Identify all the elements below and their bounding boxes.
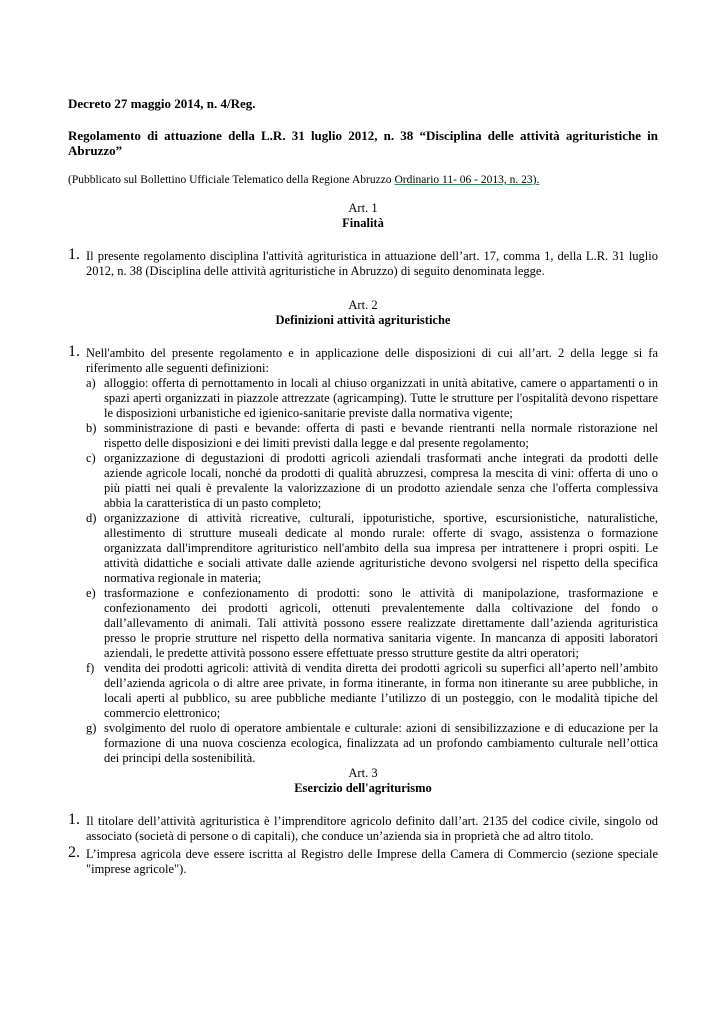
paragraph-text: L’impresa agricola deve essere iscritta al Registro delle Imprese della Camera di Commercio (sezione speciale "imprese agricole"). [86, 847, 658, 876]
item-text: vendita dei prodotti agricoli: attività di vendita diretta dei prodotti agricoli su superfici all’aperto nell’ambito dell’azienda agricola o di altre aree private, in forma itinerante, in forma non itinerante su aree pubbliche, in locali aperti al pubblico, su aree pubbliche mediante l’utilizzo di un posteggio, con le modalità tipiche del commercio elettronico; [104, 661, 658, 720]
article-number: Art. 2 [348, 298, 378, 312]
paragraph-number: 1. [68, 343, 80, 360]
item-letter: g) [86, 721, 97, 735]
article-3-heading [68, 766, 658, 796]
item-letter: e) [86, 586, 96, 600]
item-text: trasformazione e confezionamento di prodotti: sono le attività di manipolazione, trasformazione e confezionamento dei prodotti agricoli, ottenuti prevalentemente dalla coltivazione del fondo o dall’allevamento di animali. Tali attività possono essere realizzate direttamente dall’azienda agrituristica presso le proprie strutture nel rispetto della normativa sanitaria vigente. In mancanza di appositi laboratori aziendali, le predette attività possono essere effettuate presso strutture gestite da altri operatori; [104, 586, 658, 660]
decree-heading: Decreto 27 maggio 2014, n. 4/Reg. [68, 96, 256, 111]
paragraph-number: 2. [68, 844, 80, 861]
item-letter: c) [86, 451, 96, 465]
publication-note [68, 173, 658, 187]
item-text: somministrazione di pasti e bevande: offerta di pasti e bevande rientranti nella normale ristorazione nel rispetto delle disposizioni e dei limiti previsti dalla legge e dal presente regolamento; [104, 421, 658, 450]
list-item [68, 511, 658, 586]
article-1-paragraph-1 [68, 246, 658, 279]
definitions-list [68, 376, 658, 766]
document-page [68, 96, 658, 877]
item-letter: d) [86, 511, 97, 525]
list-item [68, 661, 658, 721]
article-title: Definizioni attività agrituristiche [275, 313, 451, 327]
item-text: organizzazione di degustazioni di prodotti agricoli aziendali trasformati anche integrati da prodotti delle aziende agricole locali, nonché da prodotti di qualità abruzzesi, compresa la mescita di vini: offerta di uno o più piatti nei quali è prevalente la valorizzazione di un prodotto aziendale senza che l'offerta complessiva abbia la caratteristica di un pasto completo; [104, 451, 658, 510]
publication-note-text: (Pubblicato sul Bollettino Ufficiale Telematico della Regione Abruzzo [68, 174, 395, 186]
article-2-heading [68, 298, 658, 328]
paragraph-text: Nell'ambito del presente regolamento e in applicazione delle disposizioni di cui all’art. 2 della legge si fa riferimento alle seguenti definizioni: [86, 346, 658, 375]
item-text: alloggio: offerta di pernottamento in locali al chiuso organizzati in unità abitative, camere o appartamenti o in spazi aperti organizzati in piazzole attrezzate (agricamping). Tutte le strutture per l'ospitalità devono rispettare le disposizioni urbanistiche ed igienico-sanitarie previste dalla normativa vigente; [104, 376, 658, 420]
paragraph-number: 1. [68, 811, 80, 828]
list-item [68, 421, 658, 451]
article-title: Esercizio dell'agriturismo [294, 781, 432, 795]
item-text: organizzazione di attività ricreative, culturali, ippoturistiche, sportive, escursionistiche, naturalistiche, allestimento di strutture museali dedicate al mondo rurale: offerte di svago, assistenza o formazione organizzata dall'imprenditore agrituristico nell'ambito della sua impresa per intrattenere i propri ospiti. Le attività didattiche e sociali attivate dalle aziende agrituristiche devono svolgersi nel rispetto della specifica normativa regionale in materia; [104, 511, 658, 585]
paragraph-text: Il presente regolamento disciplina l'attività agrituristica in attuazione dell’art. 17, comma 1, della L.R. 31 luglio 2012, n. 38 (Disciplina delle attività agrituristiche in Abruzzo) di seguito denominata legge. [86, 249, 658, 278]
regulation-title: Regolamento di attuazione della L.R. 31 luglio 2012, n. 38 “Disciplina delle attività agrituristiche in Abruzzo” [68, 128, 658, 158]
article-number: Art. 3 [348, 766, 378, 780]
item-letter: a) [86, 376, 96, 390]
publication-reference-link[interactable]: Ordinario 11- 06 - 2013, n. 23). [394, 174, 540, 186]
list-item [68, 586, 658, 661]
article-2-paragraph-1 [68, 343, 658, 376]
paragraph-number: 1. [68, 246, 80, 263]
article-3-paragraph-1 [68, 811, 658, 844]
list-item [68, 376, 658, 421]
list-item [68, 721, 658, 766]
article-1-heading [68, 201, 658, 231]
item-text: svolgimento del ruolo di operatore ambientale e culturale: azioni di sensibilizzazione e di educazione per la formazione di una nuova coscienza ecologica, finalizzata ad un profondo cambiamento culturale nell’ottica dei principi della sostenibilità. [104, 721, 658, 765]
item-letter: f) [86, 661, 95, 675]
item-letter: b) [86, 421, 97, 435]
article-number: Art. 1 [348, 201, 378, 215]
list-item [68, 451, 658, 511]
article-3-paragraph-2 [68, 844, 658, 877]
article-title: Finalità [342, 216, 384, 230]
paragraph-text: Il titolare dell’attività agrituristica è l’imprenditore agricolo definito dall’art. 2135 del codice civile, singolo od associato (società di persone o di capitali), che conduce un’azienda sia in proprietà che ad altro titolo. [86, 814, 658, 843]
